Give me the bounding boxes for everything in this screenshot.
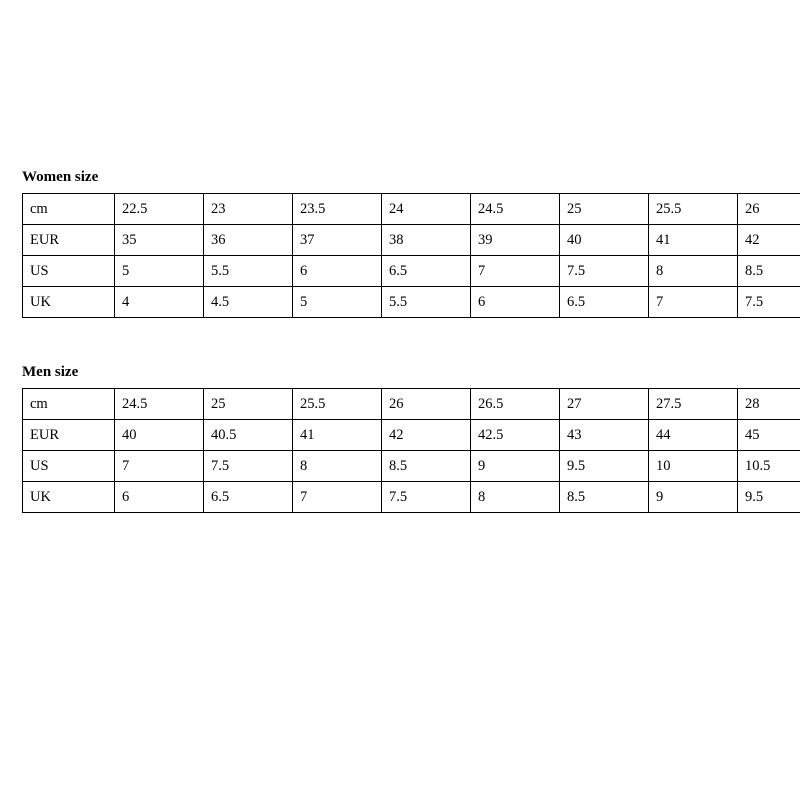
cell-value: 6.5 [382, 256, 471, 287]
cell-value: 4.5 [204, 287, 293, 318]
cell-value: 26 [738, 194, 800, 225]
table-row [23, 225, 800, 256]
cell-value: 5.5 [382, 287, 471, 318]
cell-value: 25 [560, 194, 649, 225]
cell-value: 25 [204, 389, 293, 420]
cell-value: 24.5 [115, 389, 204, 420]
table-row [23, 287, 800, 318]
cell-value: 36 [204, 225, 293, 256]
table-row [23, 194, 800, 225]
cell-value: 8 [293, 451, 382, 482]
row-label-cm: cm [23, 194, 115, 225]
cell-value: 7.5 [738, 287, 800, 318]
cell-value: 6 [115, 482, 204, 513]
cell-value: 7.5 [204, 451, 293, 482]
cell-value: 5 [293, 287, 382, 318]
cell-value: 40 [560, 225, 649, 256]
cell-value: 40.5 [204, 420, 293, 451]
cell-value: 6 [471, 287, 560, 318]
cell-value: 7 [649, 287, 738, 318]
cell-value: 37 [293, 225, 382, 256]
cell-value: 7 [471, 256, 560, 287]
table-row [23, 451, 800, 482]
cell-value: 38 [382, 225, 471, 256]
cell-value: 25.5 [649, 194, 738, 225]
cell-value: 44 [649, 420, 738, 451]
men-size-table [22, 388, 800, 513]
cell-value: 42 [382, 420, 471, 451]
table-row [23, 482, 800, 513]
cell-value: 27.5 [649, 389, 738, 420]
men-size-title: Men size [22, 364, 79, 380]
cell-value: 22.5 [115, 194, 204, 225]
cell-value: 7.5 [560, 256, 649, 287]
cell-value: 6.5 [560, 287, 649, 318]
table-row [23, 389, 800, 420]
cell-value: 4 [115, 287, 204, 318]
cell-value: 40 [115, 420, 204, 451]
cell-value: 8.5 [738, 256, 800, 287]
cell-value: 23 [204, 194, 293, 225]
cell-value: 8 [649, 256, 738, 287]
cell-value: 35 [115, 225, 204, 256]
cell-value: 42.5 [471, 420, 560, 451]
row-label-us: US [23, 256, 115, 287]
cell-value: 6 [293, 256, 382, 287]
women-size-title: Women size [22, 169, 99, 185]
cell-value: 10.5 [738, 451, 800, 482]
cell-value: 9 [649, 482, 738, 513]
row-label-eur: EUR [23, 420, 115, 451]
cell-value: 42 [738, 225, 800, 256]
cell-value: 26 [382, 389, 471, 420]
row-label-cm: cm [23, 389, 115, 420]
row-label-uk: UK [23, 287, 115, 318]
cell-value: 41 [293, 420, 382, 451]
cell-value: 43 [560, 420, 649, 451]
cell-value: 41 [649, 225, 738, 256]
row-label-eur: EUR [23, 225, 115, 256]
women-size-table [22, 193, 800, 318]
cell-value: 5.5 [204, 256, 293, 287]
cell-value: 25.5 [293, 389, 382, 420]
cell-value: 5 [115, 256, 204, 287]
cell-value: 27 [560, 389, 649, 420]
cell-value: 28 [738, 389, 800, 420]
row-label-us: US [23, 451, 115, 482]
cell-value: 39 [471, 225, 560, 256]
table-row [23, 420, 800, 451]
cell-value: 6.5 [204, 482, 293, 513]
cell-value: 45 [738, 420, 800, 451]
cell-value: 8.5 [560, 482, 649, 513]
cell-value: 9.5 [738, 482, 800, 513]
cell-value: 9 [471, 451, 560, 482]
cell-value: 24.5 [471, 194, 560, 225]
cell-value: 8 [471, 482, 560, 513]
cell-value: 24 [382, 194, 471, 225]
cell-value: 7 [293, 482, 382, 513]
cell-value: 9.5 [560, 451, 649, 482]
men-size-section [22, 363, 778, 513]
cell-value: 7.5 [382, 482, 471, 513]
women-size-section [22, 168, 778, 318]
cell-value: 8.5 [382, 451, 471, 482]
cell-value: 7 [115, 451, 204, 482]
table-row [23, 256, 800, 287]
cell-value: 10 [649, 451, 738, 482]
cell-value: 26.5 [471, 389, 560, 420]
row-label-uk: UK [23, 482, 115, 513]
cell-value: 23.5 [293, 194, 382, 225]
